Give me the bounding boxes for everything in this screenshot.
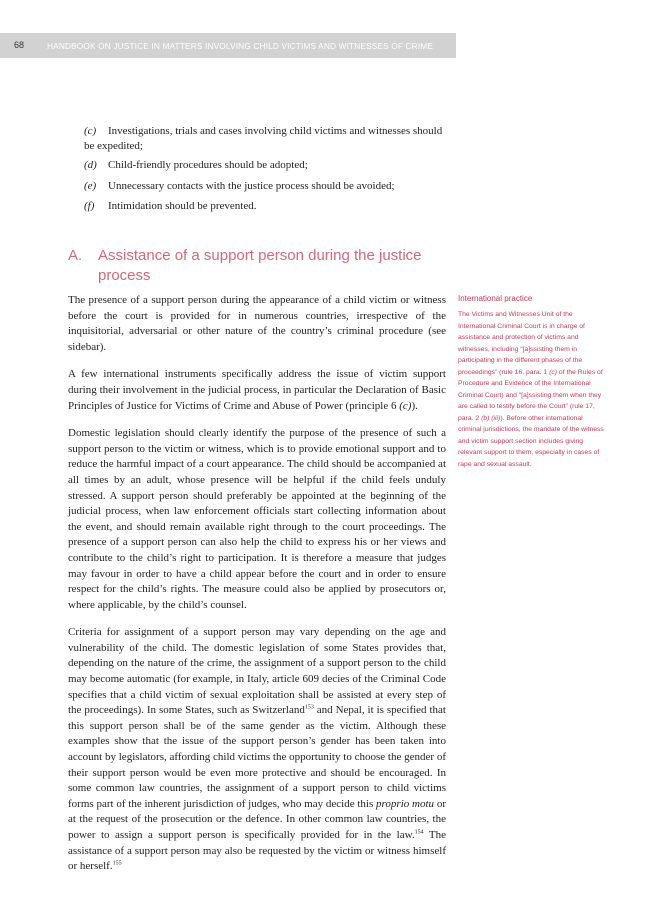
italic-text: (c): [399, 399, 412, 412]
list-item: [84, 199, 446, 214]
running-title: HANDBOOK ON JUSTICE IN MATTERS INVOLVING CHILD VICTIMS AND WITNESSES OF CRIME: [47, 40, 434, 51]
list-item: [84, 179, 446, 194]
sidebar-heading: International practice: [458, 294, 533, 303]
italic-text: (c): [549, 368, 557, 376]
section-letter: A.: [68, 247, 83, 264]
footnote-ref[interactable]: 153: [304, 704, 314, 711]
sidebar-text: [458, 309, 604, 470]
italic-text: (b) (iii): [481, 414, 501, 422]
list-item-text: Intimidation should be prevented.: [108, 200, 257, 212]
paragraph: The presence of a support person during the appearance of a child victim or witness before the court is provided for in numerous countries, irrespective of the inquisitorial, adversarial or other nature of the country’s criminal procedure (see sidebar).: [68, 294, 446, 353]
list-item: [84, 158, 446, 173]
list-marker: (f): [84, 200, 95, 212]
italic-text: proprio motu: [376, 797, 435, 810]
page-number: 68: [14, 40, 25, 50]
sidebar-text-run: of the Rules of Procedure and Evidence of the International Criminal Court) and “[a]ssisting them when they are called to testify before the Court” (rule 17, para. 2: [458, 368, 603, 422]
footnote-ref[interactable]: 155: [112, 860, 122, 867]
paragraph-text: or at the request of the prosecution or the defence. In other common law countries, the power to assign a support person is specifically provided for in the law.: [68, 797, 446, 841]
sidebar-text-run: ). Before other international criminal jurisdictions, the mandate of the witness and victim support section includes giving relevant support to them, especially in cases of rape and sexual assault.: [458, 414, 604, 468]
list-item: [84, 124, 446, 154]
body-text: [68, 293, 446, 887]
footnote-ref[interactable]: 154: [414, 829, 424, 836]
list-item-text: Child-friendly procedures should be adopted;: [108, 159, 308, 171]
paragraph-text: and Nepal, it is specified that this support person shall be of the same gender as the victim. Although these examples show that the issue of the support person’s gender has been taken into account by legislators, affording child victims the opportunity to choose the gender of their support person would be even more protective and should be encouraged. In some common law countries, the assignment of a support person to child victims forms part of the inherent jurisdiction of judges, who may decide this: [68, 704, 446, 810]
paragraph-text: Criteria for assignment of a support person may vary depending on the age and vulnerability of the child. The domestic legislation of some States provides that, depending on the nature of the crime, the assignment of a support person to the child may become automatic (for example, in Italy, article 609 decies of the Criminal Code specifies that a child victim of sexual exploitation shall be assisted at every step of the proceedings). In some States, such as Switzerland: [68, 626, 446, 717]
paragraph-text: A few international instruments specifically address the issue of victim support during their involvement in the judicial process, in particular the Declaration of Basic Principles of Justice for Victims of Crime and Abuse of Power (principle 6: [68, 368, 446, 412]
sidebar: [458, 294, 604, 470]
section-title: Assistance of a support person during the justice process: [98, 247, 422, 284]
sidebar-text-run: The Victims and Witnesses Unit of the International Criminal Court is in charge of assistance and protection of victims and witnesses, including “[a]ssisting them in participating in the different phases of the proceedings” (rule 16, para. 1: [458, 311, 585, 376]
list-marker: (e): [84, 180, 97, 192]
paragraph-text: The assistance of a support person may also be requested by the victim or witness himself or herself.: [68, 829, 446, 873]
paragraph: [68, 625, 446, 875]
paragraph: [68, 367, 446, 414]
header-tab: [456, 33, 650, 58]
paragraph: Domestic legislation should clearly identify the purpose of the presence of such a support person to the victim or witness, which is to provide emotional support and to reduce the harmful impact of a court appearance. The child should be accompanied at all times by an adult, whose presence will be helpful if the child feels unduly stressed. A support person should preferably be appointed at the beginning of the judicial process, when law enforcement officials start collecting information about the event, and should remain available right through to the court proceedings. The presence of a support person can also help the child to express his or her views and contribute to the child’s right to participation. It is therefore a measure that judges may favour in order to have a child appear before the court and in order to ensure respect for the child’s rights. The measure could also be applied by prosecutors or, where applicable, by the child’s counsel.: [68, 427, 446, 611]
paragraph-text: ).: [411, 399, 418, 412]
list-marker: (d): [84, 159, 97, 171]
list-marker: (c): [84, 125, 97, 137]
list-item-text: Investigations, trials and cases involving child victims and witnesses should be expedited;: [84, 125, 443, 152]
section-heading: [68, 246, 458, 286]
list-item-text: Unnecessary contacts with the justice process should be avoided;: [108, 180, 395, 192]
